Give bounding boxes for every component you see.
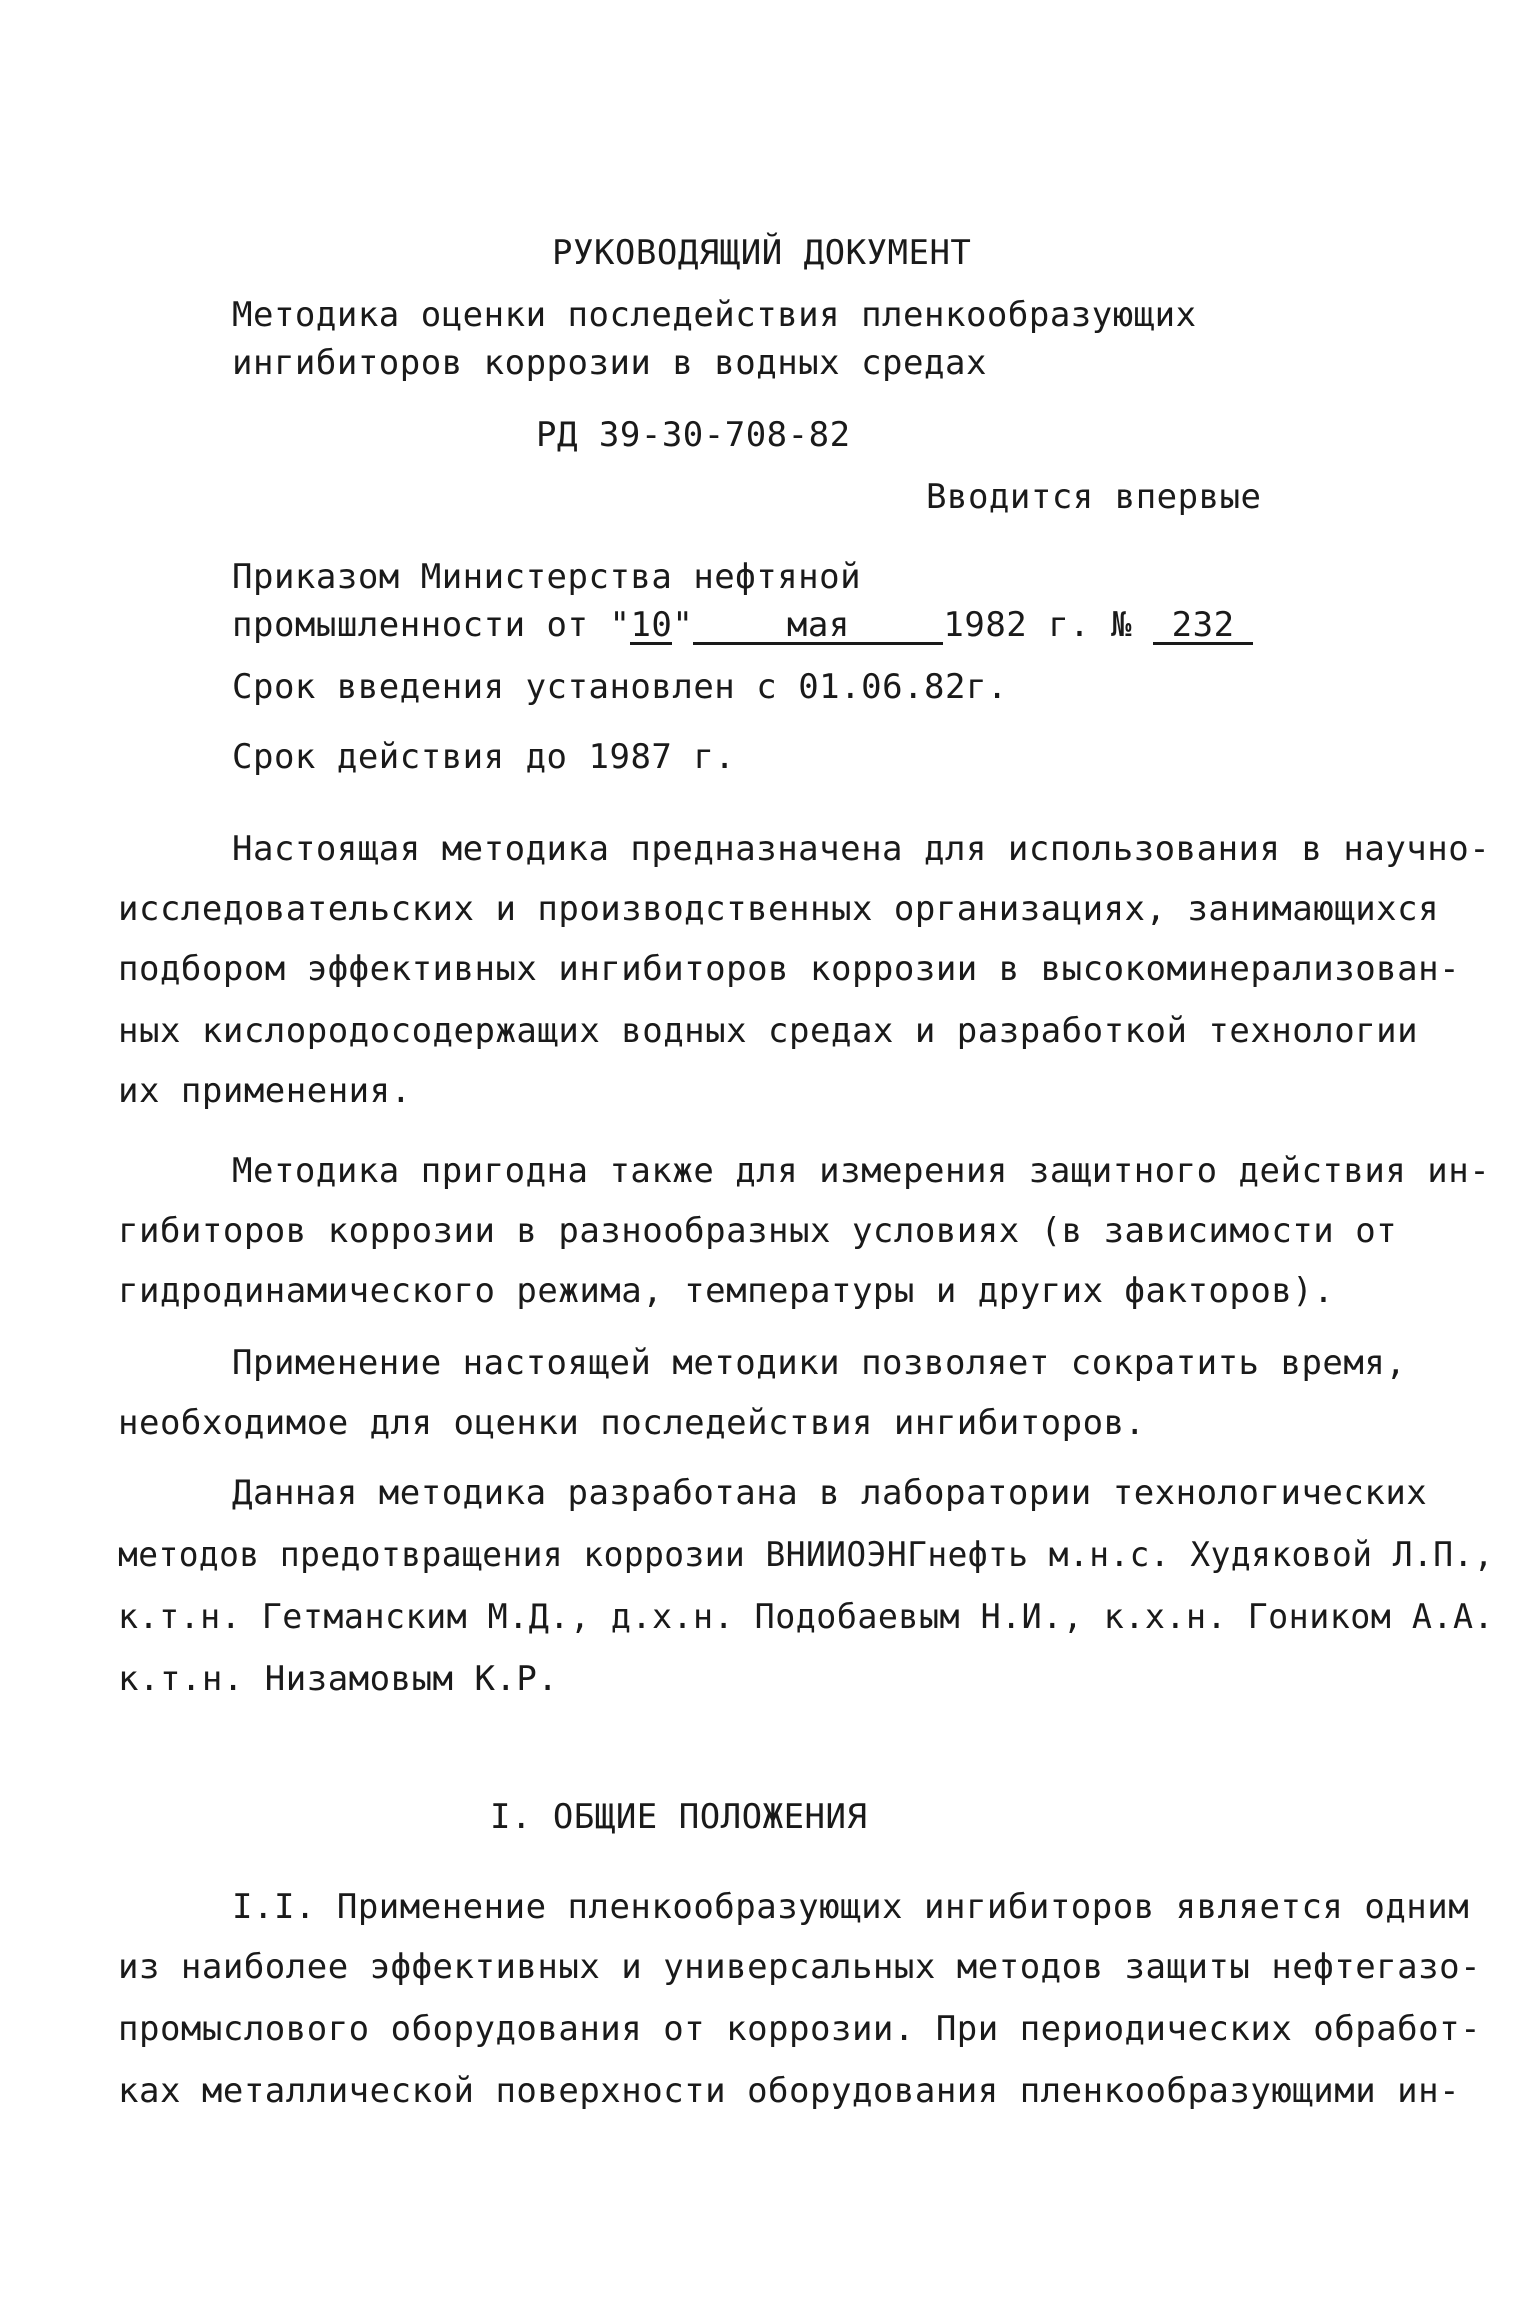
p1-line: их применения. xyxy=(118,1071,412,1111)
doc-code: РД 39-30-708-82 xyxy=(536,415,851,455)
p4-line: к.т.н. Низамовым К.Р. xyxy=(118,1659,559,1699)
doc-title-line-1: Методика оценки последействия пленкообразующих xyxy=(232,295,1197,335)
p2-line: гидродинамического режима, температуры и других факторов). xyxy=(118,1271,1335,1311)
order-line-2 xyxy=(232,605,1253,645)
section-p1-line: из наиболее эффективных и универсальных методов защиты нефтегазо- xyxy=(118,1947,1482,1987)
p1-line: ных кислородосодержащих водных средах и разработкой технологии xyxy=(118,1011,1419,1051)
section-p1-line: I.I. Применение пленкообразующих ингибиторов является одним xyxy=(232,1887,1470,1927)
valid-date-line xyxy=(232,737,736,777)
introduced-note: Вводится впервые xyxy=(926,477,1262,517)
order-month: мая xyxy=(693,608,943,645)
p3-line: необходимое для оценки последействия ингибиторов. xyxy=(118,1403,1146,1443)
order-day: 10 xyxy=(630,605,673,645)
p4-line: методов предотвращения коррозии ВНИИОЭНГнефть м.н.с. Худяковой Л.П., xyxy=(118,1535,1494,1575)
valid-date-value: 1987 г. xyxy=(588,737,736,777)
p2-line: гибиторов коррозии в разнообразных условиях (в зависимости от xyxy=(118,1211,1398,1251)
order-prefix: промышленности от " xyxy=(232,605,631,645)
section-p1-line: ках металлической поверхности оборудования пленкообразующими ин- xyxy=(118,2071,1461,2111)
intro-date-line xyxy=(232,667,1008,707)
intro-date-label: Срок введения установлен с xyxy=(232,667,778,707)
doc-title-line-2: ингибиторов коррозии в водных средах xyxy=(232,343,987,383)
p2-line: Методика пригодна также для измерения защитного действия ин- xyxy=(232,1151,1491,1191)
order-number: 232 xyxy=(1153,608,1253,645)
p1-line: исследовательских и производственных организациях, занимающихся xyxy=(118,889,1440,929)
p4-line: Данная методика разработана в лаборатории технологических xyxy=(232,1473,1428,1513)
p3-line: Применение настоящей методики позволяет сократить время, xyxy=(232,1343,1407,1383)
section-p1-line: промыслового оборудования от коррозии. При периодических обработ- xyxy=(118,2009,1482,2049)
order-line-1: Приказом Министерства нефтяной xyxy=(232,557,862,597)
p1-line: Настоящая методика предназначена для использования в научно- xyxy=(232,829,1491,869)
doc-type-heading: РУКОВОДЯЩИЙ ДОКУМЕНТ xyxy=(552,233,972,273)
p1-line: подбором эффективных ингибиторов коррозии в высокоминерализован- xyxy=(118,949,1461,989)
p4-line: к.т.н. Гетманским М.Д., д.х.н. Подобаевым Н.И., к.х.н. Гоником А.А. xyxy=(118,1597,1495,1637)
order-quote-close: " xyxy=(672,605,694,645)
intro-date-value: 01.06.82г. xyxy=(798,667,1008,707)
section-heading: I. ОБЩИЕ ПОЛОЖЕНИЯ xyxy=(490,1797,868,1837)
order-year: 1982 г. № xyxy=(943,605,1133,645)
valid-date-label: Срок действия до xyxy=(232,737,568,777)
